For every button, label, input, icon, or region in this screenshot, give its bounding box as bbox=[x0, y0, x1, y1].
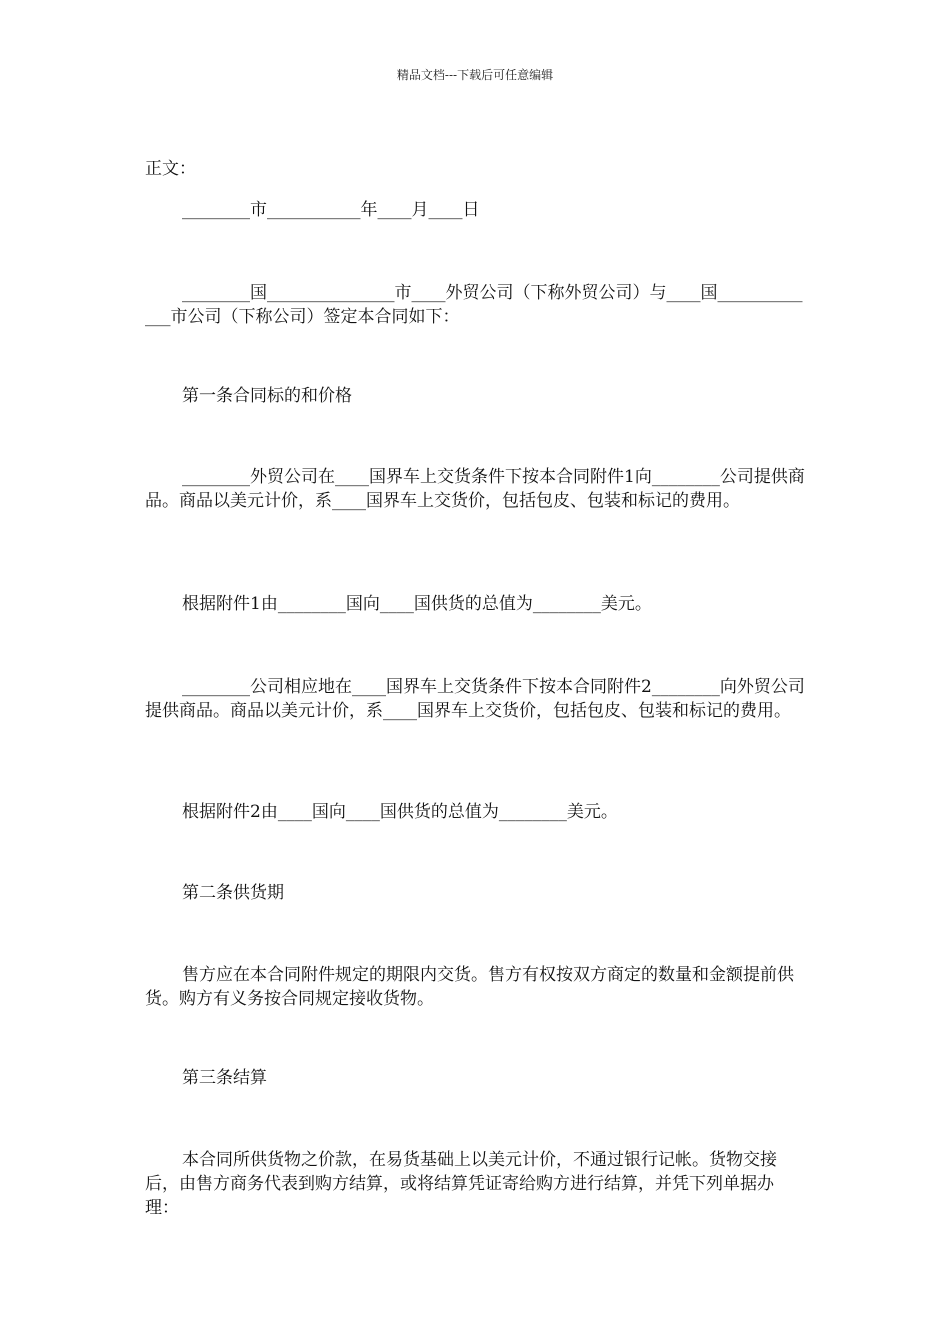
page-header: 精品文档---下载后可任意编辑 bbox=[396, 68, 554, 82]
article-1-title: 第一条合同标的和价格 bbox=[182, 386, 352, 406]
article-1-paragraph-4: 根据附件2由____国向____国供货的总值为________美元。 bbox=[182, 802, 618, 822]
article-2-title: 第二条供货期 bbox=[182, 883, 284, 903]
article-1-paragraph-2: 根据附件1由________国向____国供货的总值为________美元。 bbox=[182, 594, 652, 614]
parties-paragraph: ________国_______________市____外贸公司（下称外贸公司）与____国_____________市公司（下称公司）签定本合同如下： bbox=[145, 283, 803, 327]
document-label: 正文： bbox=[145, 159, 196, 179]
article-3-title: 第三条结算 bbox=[182, 1068, 267, 1088]
article-1-paragraph-3: ________公司相应地在____国界车上交货条件下按本合同附件2________向外贸公司提供商品。商品以美元计价，系____国界车上交货价，包括包皮、包装和标记的费用。 bbox=[145, 677, 805, 721]
article-2-paragraph-1: 售方应在本合同附件规定的期限内交货。售方有权按双方商定的数量和金额提前供货。购方有义务按合同规定接收货物。 bbox=[145, 965, 794, 1009]
article-3-paragraph-1: 本合同所供货物之价款，在易货基础上以美元计价，不通过银行记帐。货物交接后，由售方商务代表到购方结算，或将结算凭证寄给购方进行结算，并凭下列单据办理： bbox=[145, 1150, 777, 1218]
date-line: ________市___________年____月____日 bbox=[182, 200, 480, 220]
article-1-paragraph-1: ________外贸公司在____国界车上交货条件下按本合同附件1向________公司提供商品。商品以美元计价，系____国界车上交货价，包括包皮、包装和标记的费用。 bbox=[145, 467, 805, 511]
